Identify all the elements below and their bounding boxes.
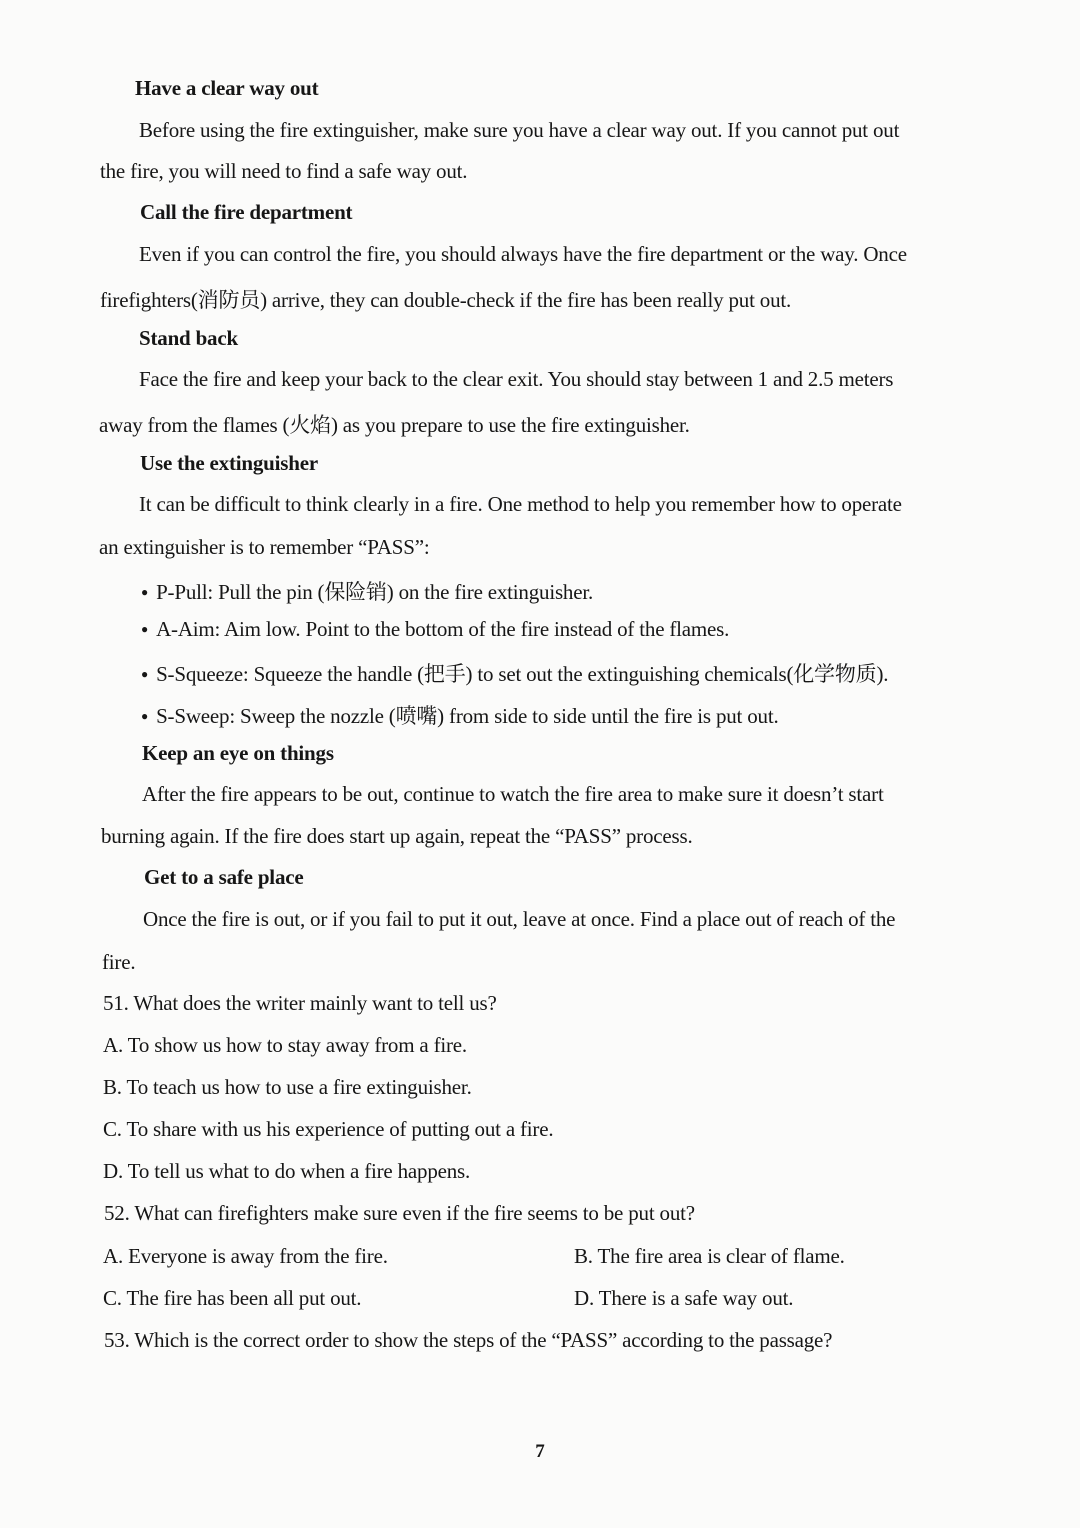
page-number: 7 [535,1441,545,1462]
paragraph-line: It can be difficult to think clearly in a fire. One method to help you remember how to operate [139,492,902,516]
section-heading-clear-way-out: Have a clear way out [135,76,319,100]
pass-step-aim [141,617,729,642]
paragraph-line: Before using the fire extinguisher, make sure you have a clear way out. If you cannot put out [139,118,900,142]
question-51-option-c: C. To share with us his experience of putting out a fire. [103,1117,554,1141]
question-51-stem: 51. What does the writer mainly want to tell us? [103,991,497,1015]
pass-step-pull [141,576,593,606]
paragraph-line: burning again. If the fire does start up again, repeat the “PASS” process. [101,824,693,848]
bullet-text: S-Sweep: Sweep the nozzle (喷嘴) from side to side until the fire is put out. [156,704,779,728]
question-52-option-d: D. There is a safe way out. [574,1286,794,1310]
bullet-text: P-Pull: Pull the pin (保险销) on the fire extinguisher. [156,580,594,604]
pass-step-sweep [141,700,779,730]
question-51-option-d: D. To tell us what to do when a fire happens. [103,1159,471,1183]
paragraph-line: After the fire appears to be out, continue to watch the fire area to make sure it doesn’t start [142,782,884,806]
paragraph-line: the fire, you will need to find a safe way out. [100,159,468,183]
paragraph-line: firefighters(消防员) arrive, they can double-check if the fire has been really put out. [100,288,792,312]
section-heading-stand-back: Stand back [139,326,238,350]
question-52-stem: 52. What can firefighters make sure even if the fire seems to be put out? [104,1201,695,1225]
paragraph-line: Even if you can control the fire, you should always have the fire department or the way. Once [139,242,907,266]
question-52-option-a: A. Everyone is away from the fire. [103,1244,388,1268]
section-heading-safe-place: Get to a safe place [144,865,304,889]
paragraph-line: Once the fire is out, or if you fail to put it out, leave at once. Find a place out of reach of the [143,907,896,931]
question-52-option-c: C. The fire has been all put out. [103,1286,362,1310]
bullet-text: S-Squeeze: Squeeze the handle (把手) to set out the extinguishing chemicals(化学物质). [156,662,889,686]
section-heading-call-fire-department: Call the fire department [140,200,353,224]
bullet-text: A-Aim: Aim low. Point to the bottom of the fire instead of the flames. [156,617,730,641]
section-heading-keep-eye: Keep an eye on things [142,741,334,765]
question-51-option-a: A. To show us how to stay away from a fire. [103,1033,467,1057]
paragraph-line: fire. [102,950,136,974]
section-heading-use-extinguisher: Use the extinguisher [140,451,318,475]
paragraph-line: away from the flames (火焰) as you prepare to use the fire extinguisher. [99,413,690,437]
question-53-stem: 53. Which is the correct order to show the steps of the “PASS” according to the passage? [104,1328,833,1352]
paragraph-line: Face the fire and keep your back to the clear exit. You should stay between 1 and 2.5 meters [139,367,894,391]
pass-step-squeeze [141,658,888,688]
question-51-option-b: B. To teach us how to use a fire extinguisher. [103,1075,472,1099]
question-52-option-b: B. The fire area is clear of flame. [574,1244,845,1268]
paragraph-line: an extinguisher is to remember “PASS”: [99,535,430,559]
